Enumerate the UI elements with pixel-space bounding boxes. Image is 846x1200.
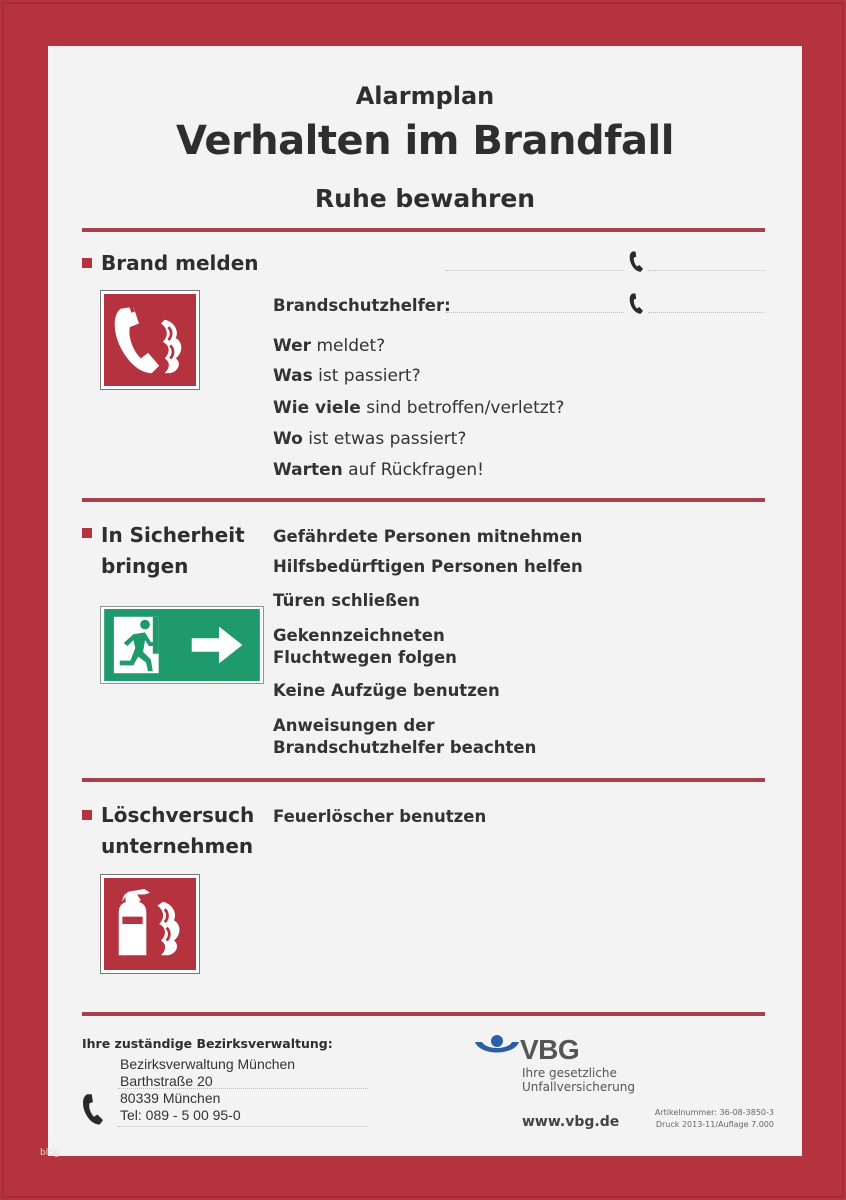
safety-item: Fluchtwegen folgen	[273, 648, 457, 667]
question-how-many: Wie viele sind betroffen/verletzt?	[273, 398, 565, 418]
helper-label: Brandschutzhelfer:	[273, 296, 451, 315]
helper-name-field[interactable]	[446, 312, 624, 313]
question-where: Wo ist etwas passiert?	[273, 429, 467, 449]
alarm-plan-sheet	[48, 46, 802, 1156]
safety-item: Brandschutzhelfer beachten	[273, 738, 537, 757]
section-bullet	[82, 258, 92, 268]
safety-item: Türen schließen	[273, 591, 420, 610]
address-underline	[118, 1126, 368, 1127]
running-man-exit-icon	[103, 609, 261, 681]
address-line: 80339 München	[120, 1090, 221, 1106]
question-wait: Warten auf Rückfragen!	[273, 460, 484, 480]
section-bullet	[82, 810, 92, 820]
print-info: Druck 2013-11/Auflage 7.000	[655, 1120, 774, 1129]
vbg-tagline: Unfallversicherung	[522, 1080, 635, 1094]
question-what: Was ist passiert?	[273, 366, 421, 386]
safety-item: Gefährdete Personen mitnehmen	[273, 527, 583, 546]
fire-extinguisher-sign	[100, 874, 200, 974]
emergency-phone-field[interactable]	[648, 270, 764, 271]
section-title-safety: In Sicherheit bringen	[101, 523, 245, 578]
page-title: Verhalten im Brandfall	[176, 118, 674, 164]
article-number: Artikelnummer: 36-08-3850-3	[654, 1108, 774, 1117]
emergency-exit-right-sign	[100, 606, 264, 684]
divider-rule	[82, 778, 765, 782]
phone-icon	[628, 250, 646, 274]
divider-rule	[82, 1012, 765, 1016]
fire-extinguisher-icon	[104, 878, 196, 970]
address-underline	[118, 1088, 368, 1089]
extinguish-item: Feuerlöscher benutzen	[273, 807, 487, 826]
address-line: Bezirksverwaltung München	[120, 1056, 296, 1072]
phone-icon	[628, 292, 646, 316]
section-bullet	[82, 528, 92, 538]
section-title-report: Brand melden	[101, 251, 259, 275]
question-who: Wer meldet?	[273, 336, 386, 356]
helper-phone-field[interactable]	[648, 312, 764, 313]
vbg-tagline: Ihre gesetzliche	[522, 1066, 617, 1080]
safety-item: Gekennzeichneten	[273, 626, 445, 645]
vbg-logo-icon	[474, 1034, 520, 1062]
safety-item: Keine Aufzüge benutzen	[273, 681, 500, 700]
divider-rule	[82, 228, 765, 232]
phone-number: Tel: 089 - 5 00 95-0	[120, 1107, 241, 1123]
divider-rule	[82, 498, 765, 502]
watermark: blog	[40, 1148, 60, 1158]
page-subtitle: Ruhe bewahren	[314, 184, 536, 213]
vbg-brand: VBG	[520, 1034, 580, 1065]
address-line: Barthstraße 20	[120, 1073, 213, 1089]
safety-item: Anweisungen der	[273, 716, 435, 735]
footer-heading: Ihre zuständige Bezirksverwaltung:	[82, 1036, 333, 1051]
fire-telephone-icon	[104, 294, 196, 386]
section-title-extinguish: Löschversuch unternehmen	[101, 803, 255, 858]
kicker-title: Alarmplan	[355, 82, 495, 110]
phone-icon	[80, 1092, 108, 1128]
vbg-website-link[interactable]: www.vbg.de	[522, 1114, 620, 1130]
safety-item: Hilfsbedürftigen Personen helfen	[273, 557, 583, 576]
fire-alarm-telephone-sign	[100, 290, 200, 390]
emergency-number-field[interactable]	[446, 270, 624, 271]
